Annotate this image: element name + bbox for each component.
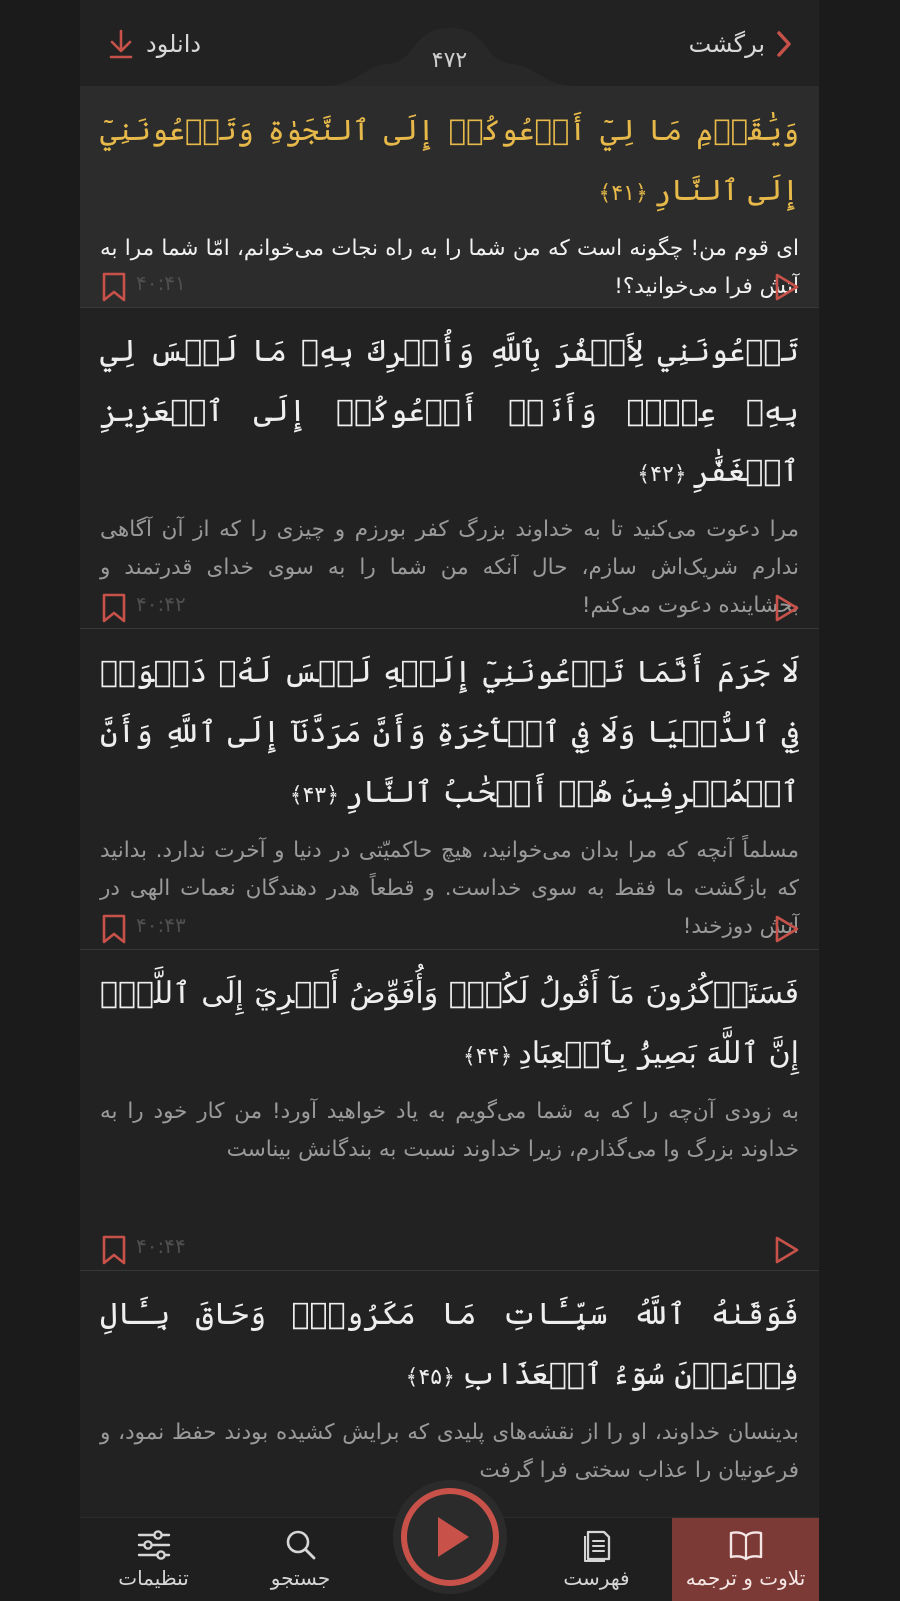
tab-search-label: جستجو: [270, 1566, 331, 1590]
verse-arabic-text: [80, 629, 819, 826]
play-icon[interactable]: [771, 271, 801, 303]
verse-item[interactable]: [80, 950, 819, 1271]
verse-translation: بدینسان خداوند، او را از نقشه‌های پلیدی که برایش کشیده بودند حفظ نمود، و فرعونیان را عذاب سختی فرا گرفت: [100, 1420, 799, 1483]
page-number: ۴۷۲: [431, 48, 468, 73]
search-icon: [283, 1528, 319, 1562]
verse-footer: [80, 1232, 819, 1266]
download-label: دانلود: [146, 30, 202, 58]
download-button[interactable]: [108, 24, 201, 64]
verse-reference: ۴۰:۴۴: [136, 1234, 186, 1258]
back-button[interactable]: [689, 24, 793, 64]
verse-arabic-text: [80, 950, 819, 1087]
verse-translation: ای قوم من! چگونه است که من شما را به راه نجات می‌خوانم، امّا شما مرا به آتش فرا می‌خوانید؟!: [100, 236, 799, 299]
play-icon[interactable]: [771, 1234, 801, 1266]
tab-search[interactable]: [227, 1518, 374, 1601]
top-bar: [80, 0, 819, 87]
document-list-icon: [579, 1528, 615, 1562]
verse-item[interactable]: [80, 86, 819, 308]
verse-translation: به زودی آن‌چه را که به شما می‌گویم به یاد خواهید آورد! من کار خود را به خداوند بزرگ وا می‌گذارم، زیرا خداوند نسبت به بندگانش بیناست: [100, 1099, 799, 1162]
verse-arabic: لَا جَرَمَ أَنَّمَا تَدۡعُونَنِيٓ إِلَيۡهِ لَيۡسَ لَهُۥ دَعۡوَةٞ فِي ٱلدُّنۡيَا وَلَا فِي ٱلۡأٓخِرَةِ وَأَنَّ مَرَدَّنَآ إِلَى ٱللَّهِ وَأَنَّ ٱلۡمُسۡرِفِينَ هُمۡ أَصۡحَٰبُ ٱلنَّارِ: [100, 655, 799, 810]
download-icon: [108, 29, 134, 59]
open-book-icon: [728, 1528, 764, 1562]
back-label: برگشت: [688, 30, 765, 58]
verse-reference: ۴۰:۴۳: [136, 913, 186, 937]
tab-settings[interactable]: [80, 1518, 227, 1601]
tab-index-label: فهرست: [563, 1566, 630, 1590]
verse-arabic-text: [80, 86, 819, 224]
verse-translation: مسلماً آنچه که مرا بدان می‌خوانید، هیچ حاکمیّتی در دنیا و آخرت ندارد. بدانید که بازگشت ما فقط به سوی خداست. و قطعاً هدر دهندگان نعمات الهی در آتش دوزخند!: [100, 838, 799, 939]
ayah-number: ﴿۴۵﴾: [405, 1365, 455, 1390]
verse-footer: [80, 911, 819, 945]
verse-arabic: فَسَتَذۡكُرُونَ مَآ أَقُولُ لَكُمۡۚ وَأُفَوِّضُ أَمۡرِيٓ إِلَى ٱللَّهِۚ إِنَّ ٱللَّهَ بَصِيرُۢ بِٱلۡعِبَادِ: [100, 976, 799, 1071]
verse-arabic-text: [80, 308, 819, 505]
chevron-right-icon: [775, 30, 793, 58]
ayah-number: ﴿۴۳﴾: [289, 783, 340, 808]
tab-recite-translate[interactable]: [672, 1518, 819, 1601]
verse-arabic: تَدۡعُونَنِي لِأَكۡفُرَ بِٱللَّهِ وَأُشۡرِكَ بِهِۦ مَا لَيۡسَ لِي بِهِۦ عِلۡمٞ وَأَنَا۠ أَدۡعُوكُمۡ إِلَى ٱلۡعَزِيزِ ٱلۡغَفَّٰرِ: [100, 334, 799, 489]
bookmark-icon[interactable]: [100, 1234, 128, 1266]
verse-reference: ۴۰:۴۱: [136, 271, 186, 295]
bookmark-icon[interactable]: [100, 913, 128, 945]
page-tab-shape: [325, 0, 575, 88]
verse-reference: ۴۰:۴۲: [136, 592, 186, 616]
ayah-number: ﴿۴۲﴾: [637, 462, 687, 487]
verse-arabic: وَيَٰقَوۡمِ مَا لِيٓ أَدۡعُوكُمۡ إِلَى ٱلنَّجَوٰةِ وَتَدۡعُونَنِيٓ إِلَى ٱلنَّارِ: [100, 113, 799, 207]
verse-arabic-text: [80, 1271, 819, 1408]
verse-item[interactable]: [80, 629, 819, 950]
ayah-number: ﴿۴۱﴾: [598, 181, 648, 206]
sliders-icon: [136, 1528, 172, 1562]
tab-settings-label: تنظیمات: [118, 1566, 189, 1590]
ayah-number: ﴿۴۴﴾: [462, 1044, 513, 1069]
play-icon[interactable]: [771, 913, 801, 945]
play-icon[interactable]: [771, 592, 801, 624]
verse-footer: [80, 269, 819, 303]
verse-item[interactable]: [80, 308, 819, 629]
main-play-button[interactable]: [393, 1480, 507, 1594]
verse-arabic: فَوَقَىٰهُ ٱللَّهُ سَيِّـَٔاتِ مَا مَكَرُواْۖ وَحَاقَ بِـَٔالِ فِرۡعَوۡنَ سُوٓءُ ٱلۡعَذَابِ: [100, 1297, 799, 1392]
bookmark-icon[interactable]: [100, 592, 128, 624]
play-circle-icon: [393, 1480, 507, 1594]
verse-footer: [80, 590, 819, 624]
bookmark-icon[interactable]: [100, 271, 128, 303]
tab-index[interactable]: [523, 1518, 670, 1601]
tab-recite-label: تلاوت و ترجمه: [685, 1566, 806, 1590]
verse-translation: مرا دعوت می‌کنید تا به خداوند بزرگ کفر بورزم و چیزی را که از آن آگاهی ندارم شریک‌اش سازم، حال آنکه من شما را به سوی خدای قدرتمند و بخشاینده دعوت می‌کنم!: [100, 517, 799, 618]
